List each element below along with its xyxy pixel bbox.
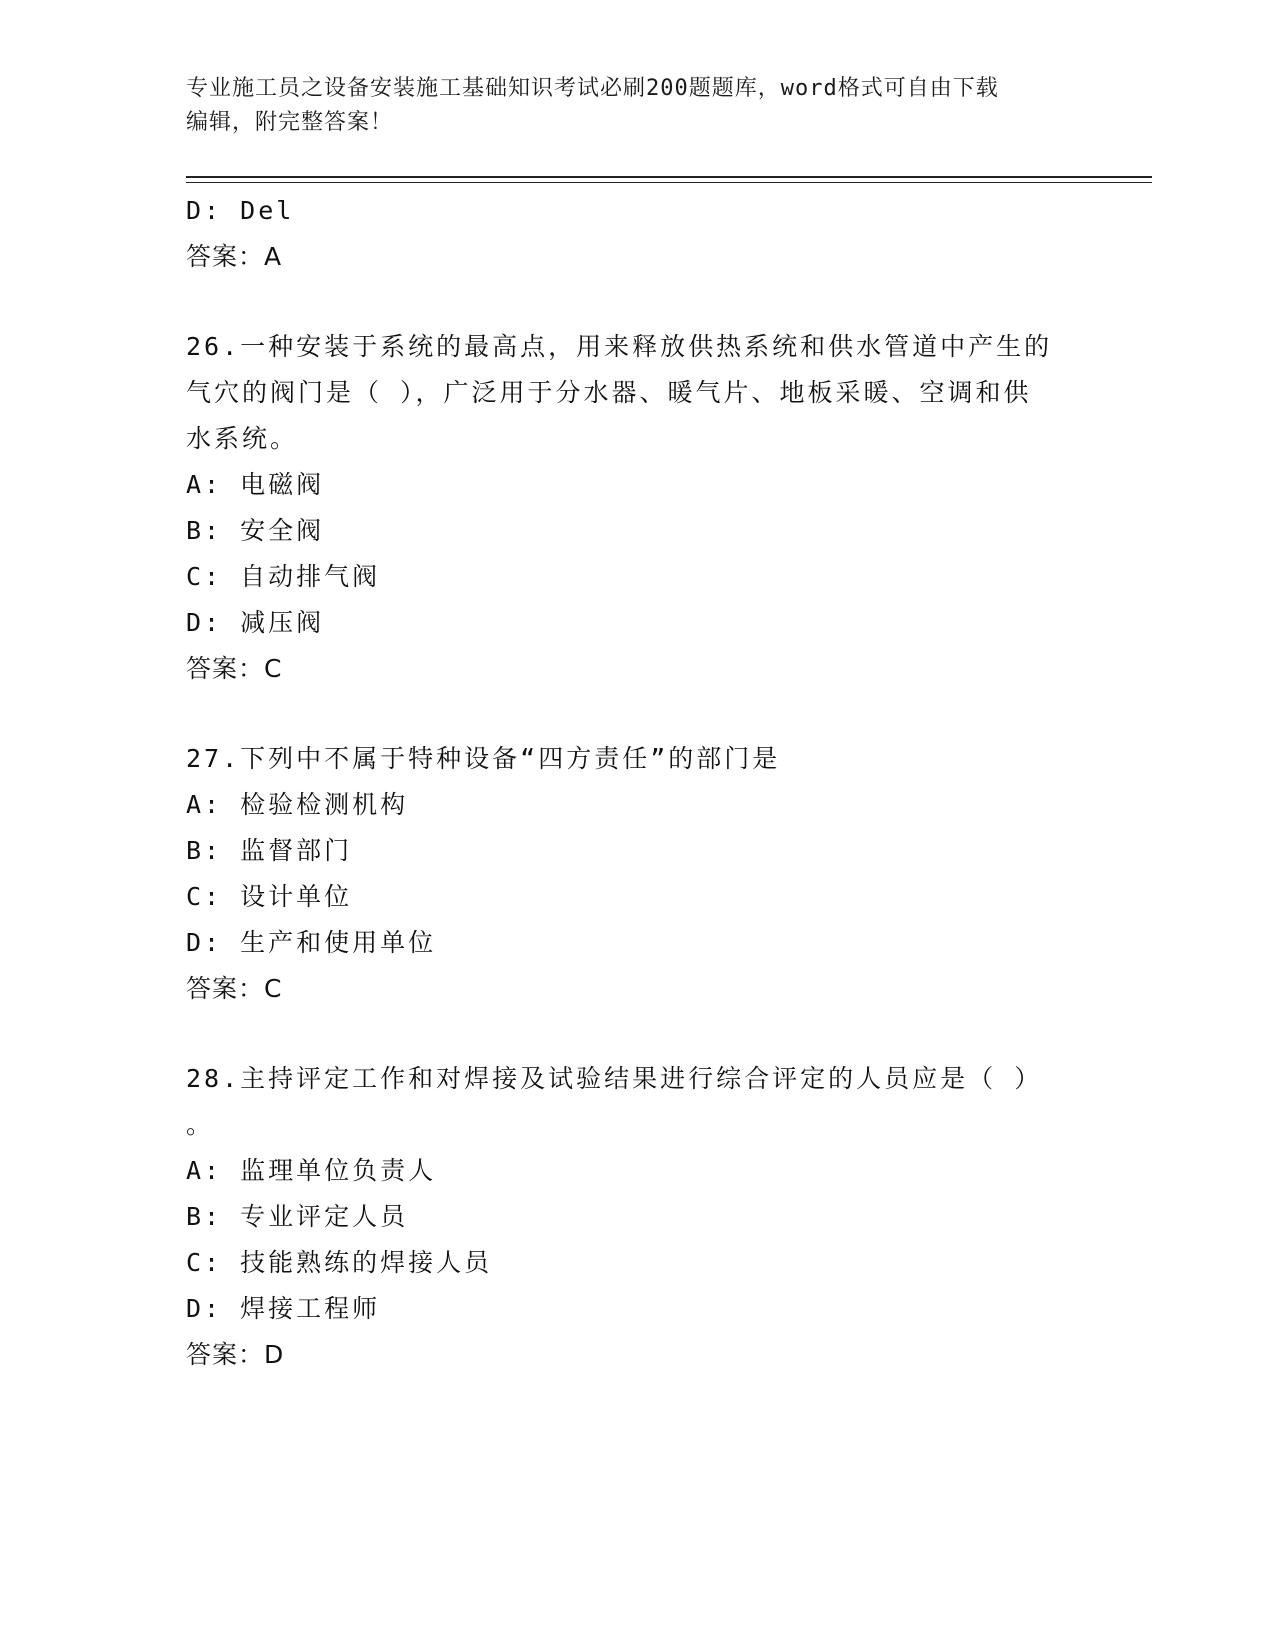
header-divider-thin xyxy=(186,182,1152,183)
answer-line: 答案：D xyxy=(186,1340,285,1369)
answer-line: 答案：C xyxy=(186,974,283,1003)
header-line-1: 专业施工员之设备安装施工基础知识考试必刷200题题库，word格式可自由下载 xyxy=(186,76,999,101)
option-b: B: 安全阀 xyxy=(186,516,325,545)
option-c: C: 设计单位 xyxy=(186,882,353,911)
document-body xyxy=(186,188,1086,1378)
question-text-line: 气穴的阀门是（ ），广泛用于分水器、暖气片、地板采暖、空调和供 xyxy=(186,378,1032,407)
header-divider-thick xyxy=(186,176,1152,178)
option-d: D: 焊接工程师 xyxy=(186,1294,381,1323)
option-a: A: 检验检测机构 xyxy=(186,790,409,819)
question-26 xyxy=(186,324,1086,692)
document-header xyxy=(186,72,1076,140)
header-line-2: 编辑，附完整答案！ xyxy=(186,110,394,135)
option-d: D: 减压阀 xyxy=(186,608,325,637)
option-d: D: Del xyxy=(186,196,295,225)
question-28 xyxy=(186,1056,1086,1378)
option-a: A: 电磁阀 xyxy=(186,470,325,499)
option-c: C: 技能熟练的焊接人员 xyxy=(186,1248,493,1277)
option-d: D: 生产和使用单位 xyxy=(186,928,437,957)
option-b: B: 专业评定人员 xyxy=(186,1202,409,1231)
answer-line: 答案：C xyxy=(186,654,283,683)
answer-line: 答案：A xyxy=(186,242,283,271)
question-text-line: 27.下列中不属于特种设备“四方责任”的部门是 xyxy=(186,744,781,773)
option-c: C: 自动排气阀 xyxy=(186,562,381,591)
option-b: B: 监督部门 xyxy=(186,836,353,865)
previous-question-tail xyxy=(186,188,1086,280)
question-27 xyxy=(186,736,1086,1012)
question-text-line: 水系统。 xyxy=(186,424,299,453)
question-text-line: 28.主持评定工作和对焊接及试验结果进行综合评定的人员应是（ ） xyxy=(186,1064,1043,1093)
option-a: A: 监理单位负责人 xyxy=(186,1156,437,1185)
question-text-line: 26.一种安装于系统的最高点，用来释放供热系统和供水管道中产生的 xyxy=(186,332,1053,361)
question-text-line: 。 xyxy=(186,1110,215,1139)
